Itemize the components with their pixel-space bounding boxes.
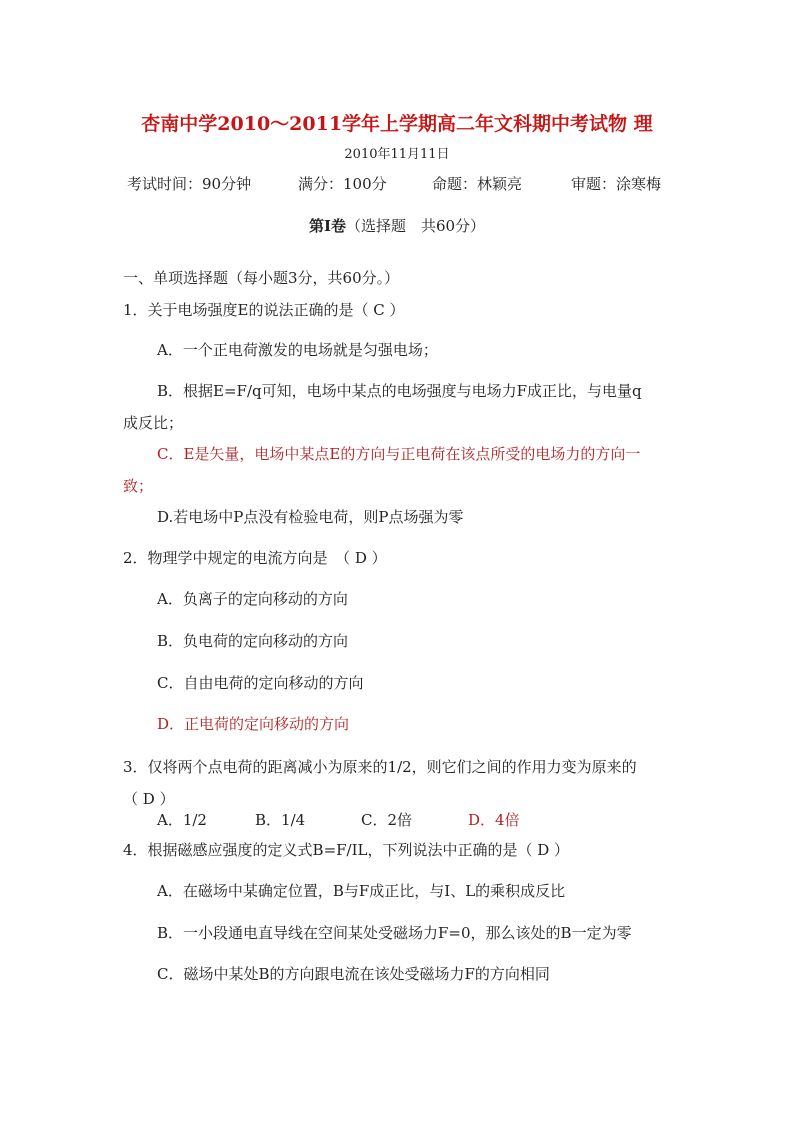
q4-option-c: C．磁场中某处B的方向跟电流在该处受磁场力F的方向相同 (157, 965, 550, 983)
q3-option-d: D．4倍 (468, 811, 520, 829)
q2-stem: 2．物理学中规定的电流方向是 （ D ） (123, 549, 387, 567)
q3-option-c: C．2倍 (361, 811, 413, 829)
q1-option-d: D.若电场中P点没有检验电荷，则P点场强为零 (157, 508, 464, 526)
q3-option-a: A．1/2 (157, 811, 207, 829)
section-heading-rest: （选择题 共60分） (345, 217, 486, 235)
q4-option-a: A．在磁场中某确定位置，B与F成正比，与I、L的乘积成反比 (157, 882, 566, 900)
q2-option-a: A．负离子的定向移动的方向 (157, 590, 348, 608)
q3-option-b: B．1/4 (255, 811, 306, 829)
q1-option-b-line2: 成反比； (123, 414, 184, 432)
part1-heading: 一、单项选择题（每小题3分，共60分。） (123, 269, 400, 287)
reviewer: 审题：涂寒梅 (571, 175, 662, 193)
q2-option-d: D．正电荷的定向移动的方向 (157, 715, 350, 733)
q4-stem: 4．根据磁感应强度的定义式B=F/IL，下列说法中正确的是（ D ） (123, 841, 570, 859)
q1-option-a: A．一个正电荷激发的电场就是匀强电场； (157, 341, 438, 359)
q2-option-c: C．自由电荷的定向移动的方向 (157, 674, 364, 692)
q4-option-b: B．一小段通电直导线在空间某处受磁场力F=0，那么该处的B一定为零 (157, 924, 632, 942)
author: 命题：林颖亮 (432, 175, 523, 193)
section-heading-bold: 第Ⅰ卷 (308, 217, 346, 235)
full-score: 满分：100分 (298, 175, 387, 193)
q1-option-c-line1: C．E是矢量，电场中某点E的方向与正电荷在该点所受的电场力的方向一 (157, 445, 641, 463)
q2-option-b: B．负电荷的定向移动的方向 (157, 632, 349, 650)
section-heading (0, 216, 794, 236)
q1-stem: 1．关于电场强度E的说法正确的是（ C ） (123, 301, 405, 319)
exam-time: 考试时间：90分钟 (127, 175, 252, 193)
q3-answer: （ D ） (123, 790, 175, 808)
exam-date: 2010年11月11日 (344, 147, 450, 162)
q3-stem: 3．仅将两个点电荷的距离减小为原来的1/2，则它们之间的作用力变为原来的 (123, 758, 637, 776)
exam-title: 杏南中学2010～2011学年上学期高二年文科期中考试物 理 (141, 113, 653, 135)
q1-option-c-line2: 致； (123, 477, 154, 495)
q1-option-b-line1: B．根据E=F/q可知，电场中某点的电场强度与电场力F成正比，与电量q (157, 382, 642, 400)
